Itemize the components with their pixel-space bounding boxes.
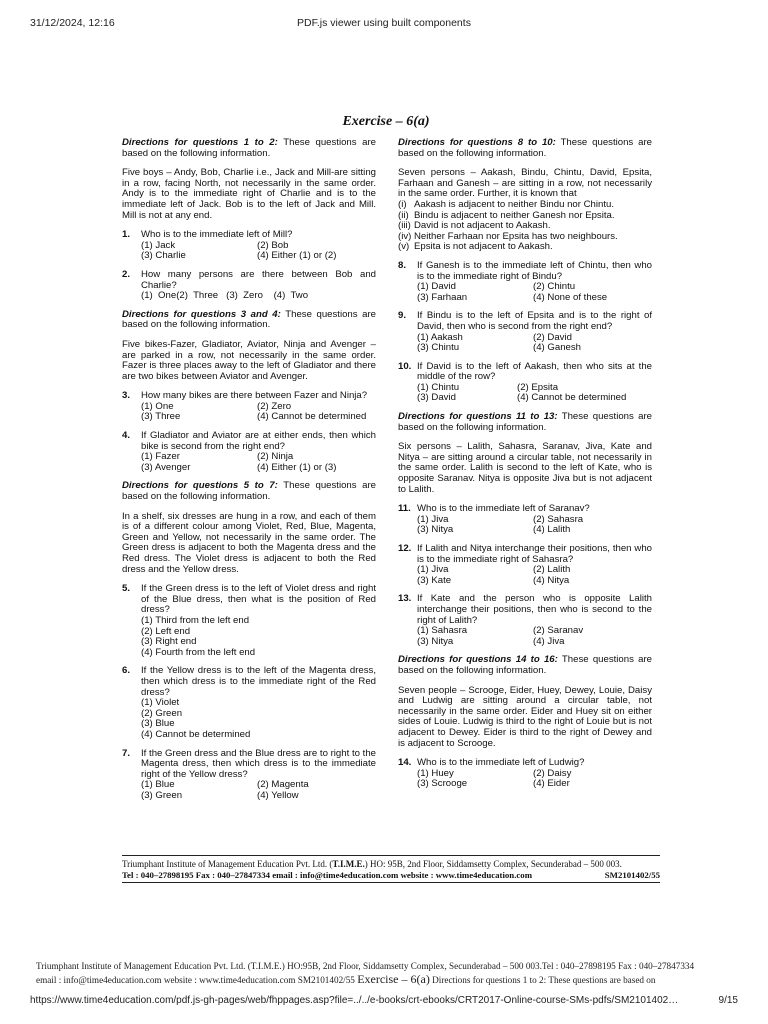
passage: Seven persons – Aakash, Bindu, Chintu, David, Epsita, Farhaan and Ganesh – are sitting in a row, not necessarily in the same order. Further, it is known that	[398, 167, 652, 200]
option: (2) David	[533, 331, 572, 343]
question-14: 14. Who is to the immediate left of Ludwig? (1) Huey (2) Daisy (3) Scrooge (4) Eider	[398, 758, 652, 790]
options: (1) One(2) Three (3) Zero (4) Two	[141, 290, 309, 302]
passage: Seven people – Scrooge, Eider, Huey, Dewey, Louie, Daisy and Ludwig are sitting around a circular table, not necessarily in the same order. Eider and Huey sit on either sides of Louie. Ludwig is third to the right of Louie but is not adjacent to Dewey. Eider is third to the right of Dewey and is adjacent to Scrooge.	[398, 684, 652, 749]
option: (1) Blue	[141, 779, 175, 791]
page-footer-contact	[122, 870, 660, 883]
option: (4) None of these	[533, 291, 608, 303]
option: (4) Jiva	[533, 635, 565, 647]
passage: In a shelf, six dresses are hung in a row, and each of them is of a different colour among Violet, Red, Blue, Magenta, Green and Yellow, not necessarily in the same order. The Green dress is adjacent to both the Magenta dress and the Red dress. The Violet dress is adjacent to both the Red dress and the Yellow dress.	[122, 510, 376, 575]
question-4: 4. If Gladiator and Aviator are at either ends, then which bike is second from the right end? (1) Fazer (2) Ninja (3) Avenger (4) Either (1) or (3)	[122, 430, 376, 473]
directions: Directions for questions 14 to 16: These questions are based on the following information.	[398, 654, 653, 676]
option: (1) Jiva	[417, 564, 449, 576]
directions: Directions for questions 1 to 2: These questions are based on the following information.	[122, 137, 377, 159]
question-10: 10. If David is to the left of Aakash, then who sits at the middle of the row? (1) Chintu (2) Epsita (3) David (4) Cannot be determined	[398, 362, 652, 404]
option: (3) Nitya	[417, 635, 454, 647]
option: (3) Blue	[141, 718, 175, 730]
option: (3) David	[417, 392, 456, 404]
option: (4) Cannot be determined	[141, 728, 251, 740]
option: (4) Nitya	[533, 574, 570, 586]
option: (2) Left end	[141, 625, 191, 637]
question-1: 1. Who is to the immediate left of Mill? (1) Jack (2) Bob (3) Charlie (4) Either (1) or (2)	[122, 230, 376, 262]
option: (1) Jack	[141, 239, 176, 251]
print-page-counter: 9/15	[718, 995, 738, 1006]
option: (4) Cannot be determined	[517, 392, 627, 404]
option: (2) Bob	[257, 239, 289, 251]
option: (4) Eider	[533, 778, 570, 790]
question-8: 8. If Ganesh is to the immediate left of Chintu, then who is to the immediate right of Bindu? (1) David (2) Chintu (3) Farhaan (4) None of these	[398, 259, 652, 303]
statements: (i) Aakash is adjacent to neither Bindu nor Chintu. (ii) Bindu is adjacent to neither Ganesh nor Epsita. (iii) David is not adjacent to Aakash. (iv) Neither Farhaan nor Epsita has two neighbours. (v) Epsita is not adjacent to Aakash.	[398, 198, 618, 253]
option: (4) Fourth from the left end	[141, 646, 256, 658]
option: (3) Three	[141, 411, 181, 423]
option: (3) Right end	[141, 636, 197, 648]
question-11: 11. Who is to the immediate left of Saranav? (1) Jiva (2) Sahasra (3) Nitya (4) Lalith	[398, 504, 652, 536]
option: (1) One	[141, 400, 174, 412]
option: (2) Chintu	[533, 281, 576, 293]
text-layer-line: email : info@time4education.com website : www.time4education.com SM2101402/55 Exercise – 6(a) Directions for questions 1 to 2: These questions are based on	[36, 973, 656, 986]
passage: Six persons – Lalith, Sahasra, Saranav, Jiva, Kate and Nitya – are sitting around a circular table, not necessarily in the same order. Lalith is second to the left of Kate, who is opposite Saranav. Nitya is opposite Jiva but is not adjacent to Lalith.	[398, 441, 652, 495]
option: (1) David	[417, 281, 456, 293]
option: (4) Yellow	[257, 789, 299, 801]
page-footer-address: Triumphant Institute of Management Education Pvt. Ltd. (T.I.M.E.) HO: 95B, 2nd Floor, Siddamsetty Complex, Secunderabad – 500 003.	[122, 855, 660, 869]
option: (1) Chintu	[417, 381, 460, 393]
option: (2) Magenta	[257, 779, 309, 791]
option: (3) Chintu	[417, 342, 460, 354]
question-7: 7. If the Green dress and the Blue dress are to right to the Magenta dress, then which dress is to the immediate right of the Yellow dress? (1) Blue (2) Magenta (3) Green (4) Yellow	[122, 747, 376, 801]
print-url: https://www.time4education.com/pdf.js-gh-pages/web/fhppages.asp?file=../../e-books/crt-ebooks/CRT2017-Online-course-SMs-pdfs/SM2101402…	[30, 995, 679, 1006]
option: (2) Green	[141, 707, 183, 719]
question-2: 2. How many persons are there between Bob and Charlie? (1) One(2) Three (3) Zero (4) Two	[122, 268, 376, 302]
pdf-page	[112, 110, 660, 880]
question-3: 3. How many bikes are there between Fazer and Ninja? (1) One (2) Zero (3) Three (4) Cannot be determined	[122, 391, 376, 423]
option: (1) Aakash	[417, 331, 463, 343]
option: (1) Sahasra	[417, 625, 468, 637]
option: (1) Huey	[417, 767, 454, 779]
text-layer-line: Triumphant Institute of Management Education Pvt. Ltd. (T.I.M.E.) HO:95B, 2nd Floor, Siddamsetty Complex, Secunderabad – 500 003.Tel : 040–27898195 Fax : 040–27847334	[36, 961, 695, 971]
directions: Directions for questions 11 to 13: These questions are based on the following information.	[398, 411, 653, 433]
directions: Directions for questions 8 to 10: These questions are based on the following information.	[398, 137, 652, 159]
option: (2) Lalith	[533, 564, 571, 576]
option: (3) Farhaan	[417, 291, 468, 303]
option: (3) Nitya	[417, 524, 454, 536]
question-5: 5. If the Green dress is to the left of Violet dress and right of the Blue dress, then what is the position of Red dress? (1) Third from the left end (2) Left end (3) Right end (4) Fourth from the left end	[122, 583, 376, 658]
option: (1) Violet	[141, 697, 180, 709]
option: (3) Charlie	[141, 250, 186, 262]
option: (2) Zero	[257, 400, 292, 412]
question-13: 13. If Kate and the person who is opposite Lalith interchange their positions, then who is second to the right of Lalith? (1) Sahasra (2) Saranav (3) Nitya (4) Jiva	[398, 593, 652, 647]
option: (3) Avenger	[141, 461, 191, 473]
directions: Directions for questions 3 and 4: These questions are based on the following information.	[122, 308, 377, 331]
option: (4) Ganesh	[533, 342, 581, 354]
option: (2) Saranav	[533, 625, 584, 637]
option: (4) Lalith	[533, 524, 571, 536]
option: (2) Ninja	[257, 451, 294, 463]
right-column	[398, 138, 652, 798]
option: (4) Either (1) or (3)	[257, 461, 337, 473]
passage: Five bikes-Fazer, Gladiator, Aviator, Ninja and Avenger – are parked in a row, not necessarily in the same order. Fazer is three places away to the left of Gladiator and there are two bikes between Aviator and Avenger.	[122, 338, 376, 382]
print-page-title: PDF.js viewer using built components	[297, 17, 471, 29]
option: (3) Green	[141, 789, 183, 801]
passage: Five boys – Andy, Bob, Charlie i.e., Jack and Mill-are sitting in a row, facing North, not necessarily in the same order. Andy is to the immediate right of Charlie and is to the immediate left of Jack. Bob is to the left of Jack and Mill. Mill is not at any end.	[122, 167, 376, 221]
option: (1) Fazer	[141, 451, 180, 463]
print-datetime: 31/12/2024, 12:16	[30, 17, 115, 29]
option: (3) Scrooge	[417, 778, 468, 790]
question-6: 6. If the Yellow dress is to the left of the Magenta dress, then which dress is to the immediate right of the Red dress? (1) Violet (2) Green (3) Blue (4) Cannot be determined	[122, 665, 376, 740]
option: (1) Jiva	[417, 513, 449, 525]
question-12: 12. If Lalith and Nitya interchange their positions, then who is to the immediate right of Sahasra? (1) Jiva (2) Lalith (3) Kate (4) Nitya	[398, 543, 652, 586]
left-column	[122, 138, 376, 809]
question-9: 9. If Bindu is to the left of Epsita and is to the right of David, then who is second from the right end? (1) Aakash (2) David (3) Chintu (4) Ganesh	[398, 310, 652, 354]
page-title: Exercise – 6(a)	[342, 114, 430, 129]
option: (4) Cannot be determined	[257, 411, 367, 423]
footer-code: SM2101402/55	[604, 870, 660, 880]
footer-contact: Tel : 040–27898195 Fax : 040–27847334 email : info@time4education.com website : www.time4education.com	[122, 870, 533, 880]
option: (3) Kate	[417, 574, 452, 586]
option: (2) Epsita	[517, 381, 559, 393]
option: (2) Sahasra	[533, 513, 584, 525]
option: (1) Third from the left end	[141, 614, 250, 626]
directions: Directions for questions 5 to 7: These questions are based on the following information.	[122, 480, 377, 503]
option: (2) Daisy	[533, 767, 572, 779]
option: (4) Either (1) or (2)	[257, 250, 337, 262]
